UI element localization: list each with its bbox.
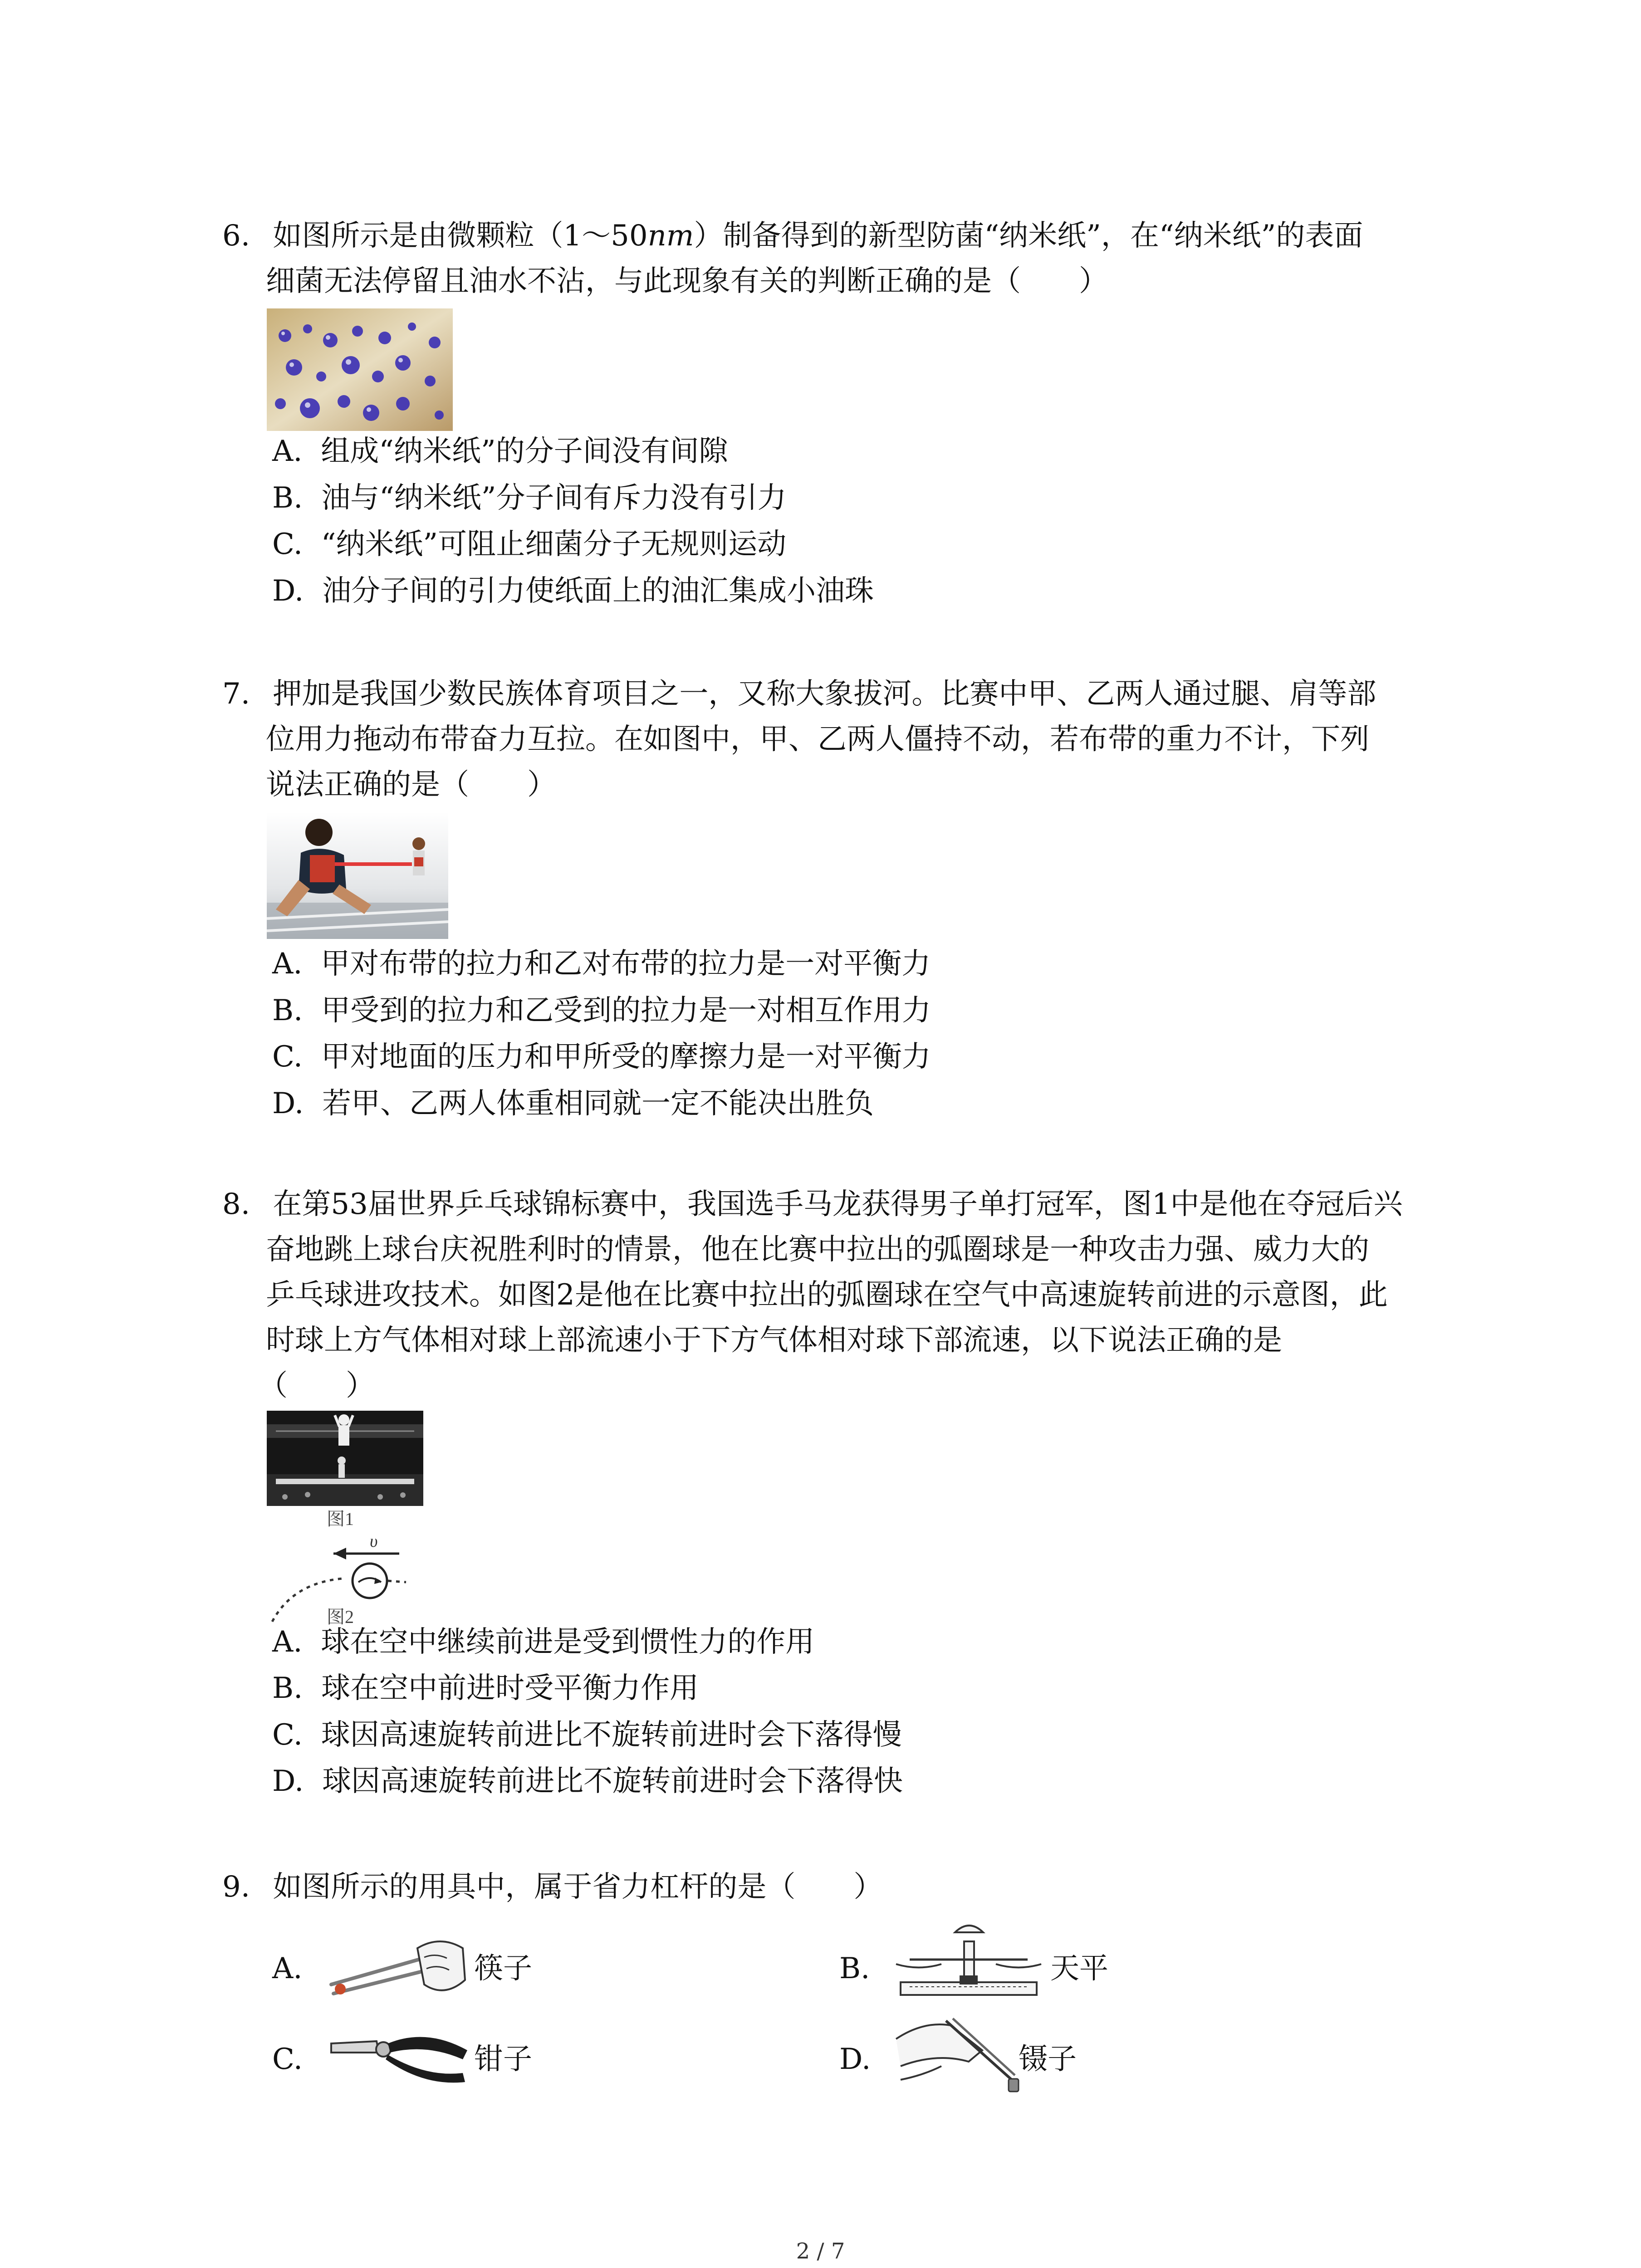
option-b: B. 油与“纳米纸”分子间有斥力没有引力 bbox=[272, 481, 787, 515]
chopsticks-icon bbox=[327, 1930, 472, 2000]
option-d: D. bbox=[839, 2043, 871, 2076]
nano-paper-photo bbox=[267, 308, 453, 431]
option-a: A. bbox=[272, 1952, 303, 1985]
question-stem-line: （ ） bbox=[259, 1369, 375, 1403]
option-d-label: 镊子 bbox=[1019, 2043, 1077, 2076]
question-number: 6. bbox=[222, 219, 250, 253]
option-d: D. 球因高速旋转前进比不旋转前进时会下落得快 bbox=[272, 1765, 903, 1798]
velocity-label: υ bbox=[370, 1532, 378, 1551]
question-number: 7. bbox=[222, 677, 250, 711]
option-c: C. bbox=[272, 2043, 303, 2076]
option-b: B. 甲受到的拉力和乙受到的拉力是一对相互作用力 bbox=[272, 994, 931, 1027]
question-6 bbox=[222, 213, 1456, 304]
question-number: 8. bbox=[222, 1188, 250, 1221]
question-stem-line: 6. 如图所示是由微颗粒（1～50nm）制备得到的新型防菌“纳米纸”，在“纳米纸”的表面 bbox=[222, 219, 1363, 253]
tweezers-icon bbox=[892, 2007, 1028, 2098]
question-stem-line: 说法正确的是（ ） bbox=[266, 768, 556, 802]
option-b: B. bbox=[839, 1952, 870, 1985]
page-number: 2 / 7 bbox=[796, 2239, 845, 2264]
table-tennis-photo bbox=[267, 1411, 423, 1506]
option-a: A. 组成“纳米纸”的分子间没有间隙 bbox=[272, 435, 728, 468]
question-stem-line: 乒乓球进攻技术。如图2是他在比赛中拉出的弧圈球在空气中高速旋转前进的示意图，此 bbox=[266, 1278, 1388, 1312]
spin-ball-diagram bbox=[265, 1506, 424, 1628]
option-b: B. 球在空中前进时受平衡力作用 bbox=[272, 1672, 699, 1705]
balance-scale-icon bbox=[892, 1919, 1046, 2000]
question-8 bbox=[222, 1182, 1456, 1408]
question-7 bbox=[222, 671, 1456, 807]
question-stem-line: 位用力拖动布带奋力互拉。在如图中，甲、乙两人僵持不动，若布带的重力不计，下列 bbox=[266, 723, 1369, 756]
question-stem-line: 8. 在第53届世界乒乓球锦标赛中，我国选手马龙获得男子单打冠军，图1中是他在夺冠后兴 bbox=[222, 1188, 1403, 1221]
question-9 bbox=[222, 1864, 1456, 1910]
question-stem-line: 9. 如图所示的用具中，属于省力杠杆的是（ ） bbox=[222, 1870, 883, 1904]
option-c: C. 甲对地面的压力和甲所受的摩擦力是一对平衡力 bbox=[272, 1040, 931, 1074]
question-stem-line: 奋地跳上球台庆祝胜利时的情景，他在比赛中拉出的弧圈球是一种攻击力强、威力大的 bbox=[266, 1233, 1369, 1266]
option-d: D. 若甲、乙两人体重相同就一定不能决出胜负 bbox=[272, 1087, 874, 1120]
question-stem-line: 细菌无法停留且油水不沾，与此现象有关的判断正确的是（ ） bbox=[266, 264, 1108, 298]
option-b-label: 天平 bbox=[1050, 1952, 1108, 1985]
option-a: A. 甲对布带的拉力和乙对布带的拉力是一对平衡力 bbox=[272, 947, 931, 981]
question-stem-line: 7. 押加是我国少数民族体育项目之一，又称大象拔河。比赛中甲、乙两人通过腿、肩等部 bbox=[222, 677, 1376, 711]
option-c: C. 球因高速旋转前进比不旋转前进时会下落得慢 bbox=[272, 1718, 902, 1752]
option-a: A. 球在空中继续前进是受到惯性力的作用 bbox=[272, 1625, 815, 1659]
option-c-label: 钳子 bbox=[474, 2043, 532, 2076]
figure-1-label: 图1 bbox=[327, 1509, 354, 1529]
option-c: C. “纳米纸”可阻止细菌分子无规则运动 bbox=[272, 528, 787, 561]
tug-of-war-photo bbox=[267, 812, 448, 939]
option-d: D. 油分子间的引力使纸面上的油汇集成小油珠 bbox=[272, 574, 874, 608]
pliers-icon bbox=[327, 2019, 472, 2087]
question-stem-line: 时球上方气体相对球上部流速小于下方气体相对球下部流速，以下说法正确的是 bbox=[266, 1324, 1282, 1357]
option-a-label: 筷子 bbox=[474, 1952, 532, 1985]
figure-2-label: 图2 bbox=[327, 1607, 354, 1627]
question-number: 9. bbox=[222, 1870, 250, 1904]
